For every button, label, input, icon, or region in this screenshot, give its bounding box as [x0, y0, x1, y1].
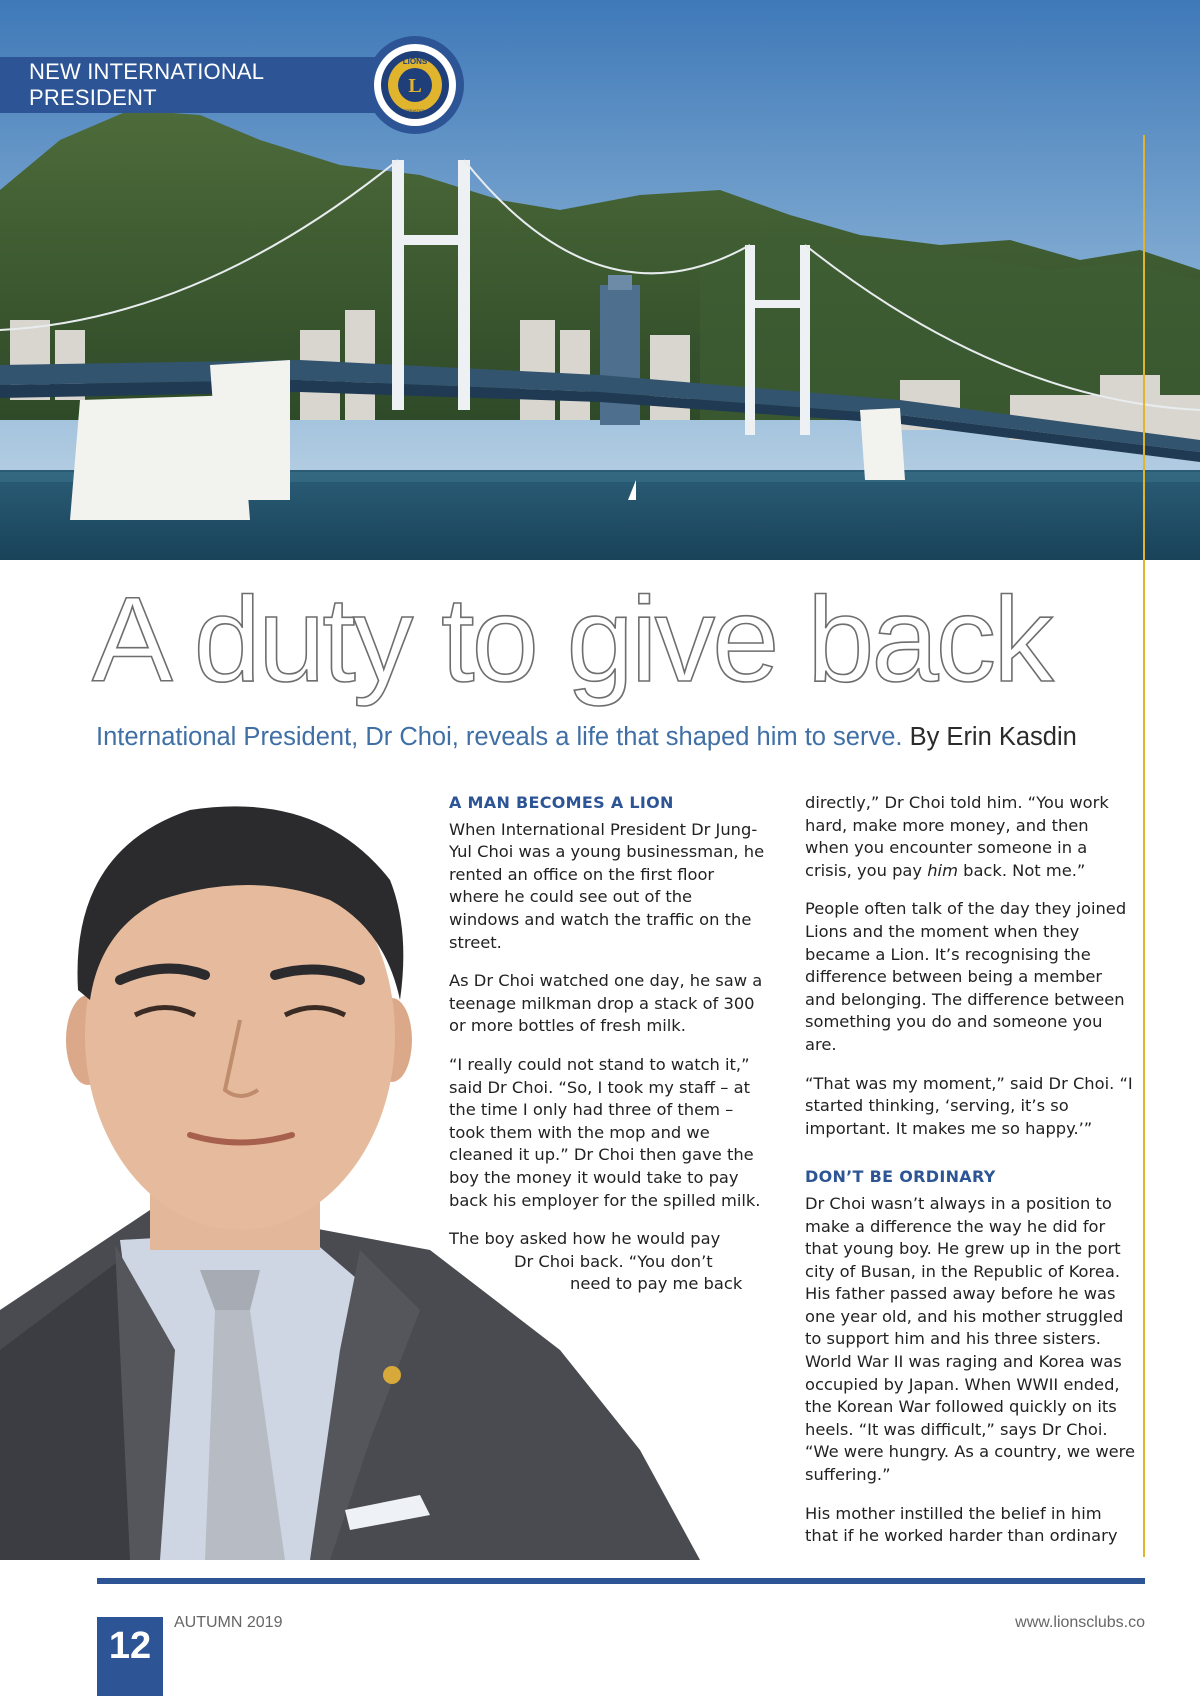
lions-emblem-icon: [378, 48, 452, 122]
section-heading: A MAN BECOMES A LION: [449, 793, 674, 812]
logo-subtext: INTERNATIONAL: [399, 108, 431, 113]
emphasis-text: him: [927, 860, 958, 880]
paragraph-line: The boy asked how he would pay: [449, 1229, 721, 1249]
paragraph: [449, 1228, 767, 1296]
paragraph-line: need to pay me back: [570, 1274, 743, 1294]
paragraph: Dr Choi wasn’t always in a position to make a difference the way he did for that young boy. He grew up in the port city of Busan, in the Republic of Korea. His father passed away before he was one year old, and his mother struggled to support him and his three sisters. World War II was raging and Korea was occupied by Japan. When WWII ended, the Korean War followed quickly on its heels. “It was difficult,” says Dr Choi. “We were hungry. As a country, we were suffering.”: [805, 1193, 1136, 1485]
page-number: 12: [97, 1617, 163, 1696]
paragraph: [805, 792, 1137, 882]
standfirst-text: International President, Dr Choi, reveals a life that shaped him to serve.: [96, 723, 903, 751]
paragraph: “That was my moment,” said Dr Choi. “I started thinking, ‘serving, it’s so important. It makes me so happy.’”: [805, 1073, 1133, 1138]
section-heading: DON’T BE ORDINARY: [805, 1167, 996, 1187]
article-column-1: [449, 792, 767, 1312]
paragraph: People often talk of the day they joined Lions and the moment when they became a Lion. It’s recognising the difference between being a member and belonging. The difference between something you do and someone you are.: [805, 899, 1127, 1054]
lions-logo: [366, 36, 464, 134]
byline: By Erin Kasdin: [909, 723, 1077, 751]
article-standfirst: [96, 722, 1136, 753]
paragraph: “I really could not stand to watch it,” said Dr Choi. “So, I took my staff – at the time I only had three of them – took them with the mop and we cleaned it up.” Dr Choi then gave the boy the money it would take to pay back his employer for the spilled milk.: [449, 1054, 761, 1210]
section-label: NEW INTERNATIONAL PRESIDENT: [29, 59, 264, 110]
logo-letter: L: [408, 75, 422, 97]
website-link[interactable]: www.lionsclubs.co: [1015, 1614, 1145, 1631]
paragraph-text: back. Not me.”: [963, 860, 1086, 880]
paragraph: When International President Dr Jung-Yul Choi was a young businessman, he rented an office on the first floor where he could see out of the windows and watch the traffic on the street.: [449, 819, 765, 952]
section-banner: [0, 57, 385, 113]
footer-rule: [97, 1578, 1145, 1584]
paragraph-line: Dr Choi back. “You don’t: [514, 1251, 713, 1271]
article-column-2: [805, 792, 1137, 1564]
article-headline: [92, 573, 1142, 706]
issue-label: AUTUMN 2019: [174, 1614, 283, 1631]
paragraph: As Dr Choi watched one day, he saw a teenage milkman drop a stack of 300 or more bottles of fresh milk.: [449, 971, 763, 1036]
paragraph-text: directly,” Dr Choi told him. “You work hard, make more money, and then when you encounter someone in a crisis, you pay: [805, 793, 1109, 880]
gold-divider: [1143, 135, 1145, 1557]
logo-text: LIONS: [402, 57, 428, 66]
paragraph: His mother instilled the belief in him that if he worked harder than ordinary: [805, 1503, 1118, 1546]
headline-text: A duty to give back: [92, 571, 1051, 707]
